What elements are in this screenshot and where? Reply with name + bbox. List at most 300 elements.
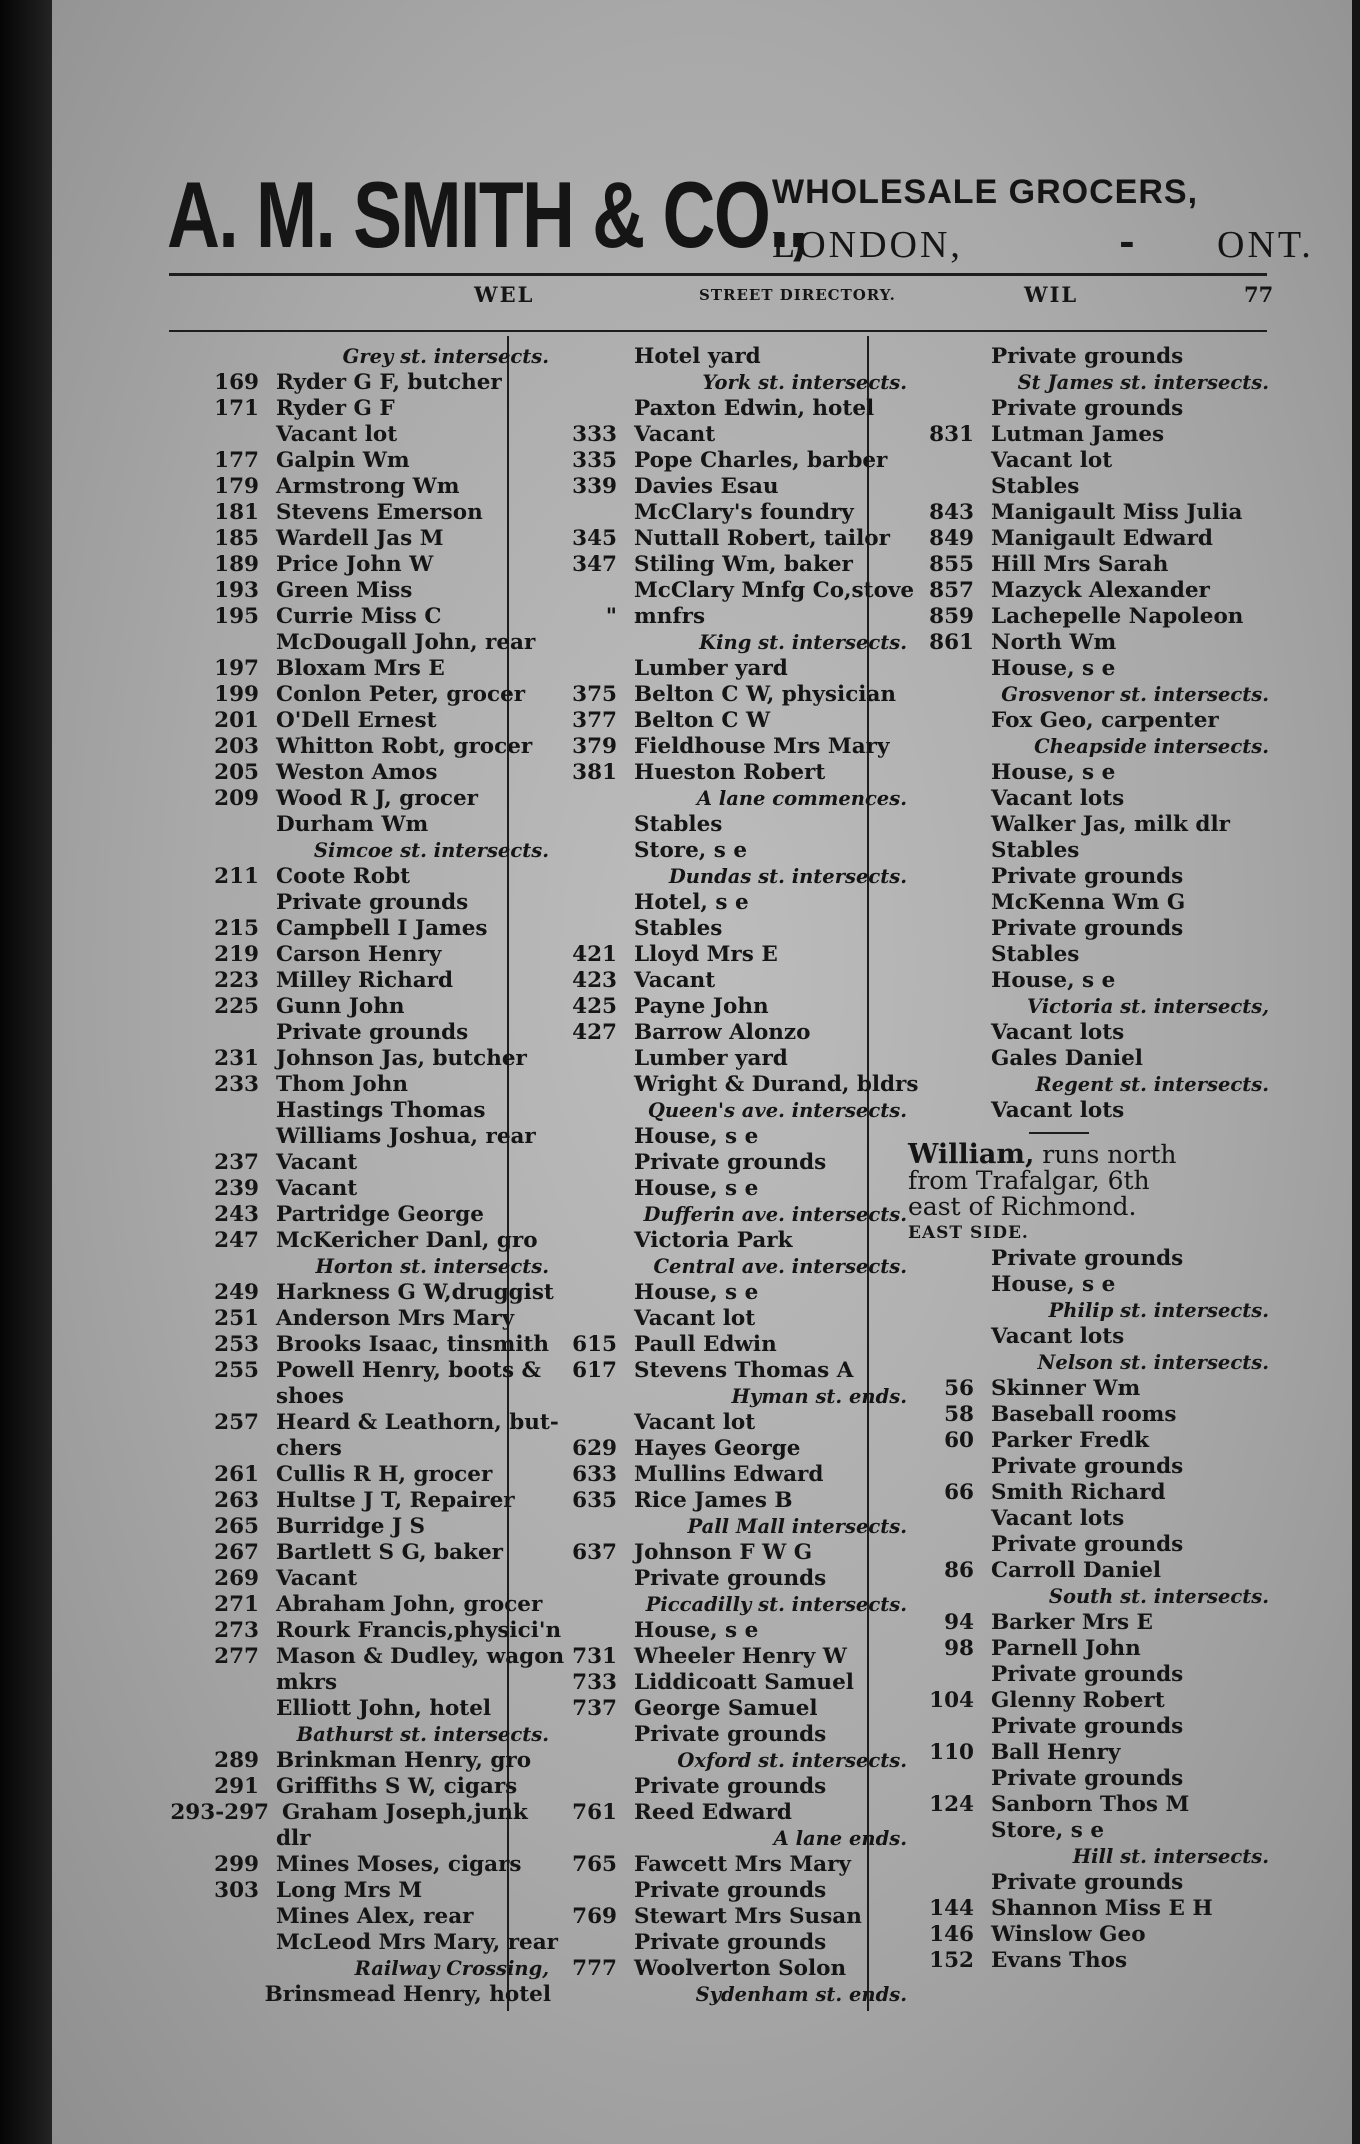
entry-text: Fox Geo, carpenter xyxy=(991,708,1219,733)
cross-street-note xyxy=(527,1202,907,1228)
entry-text: Stables xyxy=(634,916,723,941)
cross-street-note xyxy=(527,370,907,396)
directory-entry xyxy=(884,552,1269,578)
cross-street-note xyxy=(169,838,549,864)
entry-text: Bloxam Mrs E xyxy=(276,656,445,681)
running-head-title: STREET DIRECTORY. xyxy=(699,286,896,304)
entry-text: Grey st. intersects. xyxy=(342,345,549,368)
directory-entry xyxy=(527,708,907,734)
directory-entry xyxy=(527,1436,907,1462)
house-number: 733 xyxy=(572,1670,617,1695)
entry-text: Private grounds xyxy=(991,344,1184,369)
entry-text: Brinsmead Henry, hotel xyxy=(264,1982,551,2007)
directory-entry xyxy=(884,1098,1269,1124)
house-number: 193 xyxy=(214,578,259,603)
house-number: 255 xyxy=(214,1358,259,1383)
directory-entry xyxy=(527,1124,907,1150)
entry-text: Simcoe st. intersects. xyxy=(313,839,549,862)
entry-text: chers xyxy=(276,1436,342,1461)
house-number: 124 xyxy=(929,1792,974,1817)
entry-text: Vacant lots xyxy=(991,786,1125,811)
entry-text: Victoria Park xyxy=(634,1228,793,1253)
directory-entry xyxy=(169,760,549,786)
house-number: 237 xyxy=(214,1150,259,1175)
house-number: 177 xyxy=(214,448,259,473)
house-number: 379 xyxy=(572,734,617,759)
entry-text: Stevens Thomas A xyxy=(634,1358,854,1383)
entry-text: Parnell John xyxy=(991,1636,1141,1661)
house-number: 169 xyxy=(214,370,259,395)
entry-text: Pall Mall intersects. xyxy=(687,1515,907,1538)
directory-entry xyxy=(527,760,907,786)
entry-text: Price John W xyxy=(276,552,434,577)
entry-text: Carroll Daniel xyxy=(991,1558,1162,1583)
house-number: 94 xyxy=(944,1610,974,1635)
directory-entry xyxy=(527,1904,907,1930)
directory-entry xyxy=(884,1376,1269,1402)
directory-entry xyxy=(884,864,1269,890)
entry-text: from Trafalgar, 6th xyxy=(908,1166,1150,1195)
directory-entry xyxy=(884,1922,1269,1948)
directory-entry xyxy=(169,1592,549,1618)
entry-text: House, s e xyxy=(991,968,1116,993)
directory-entry xyxy=(884,1558,1269,1584)
entry-text: Victoria st. intersects, xyxy=(1026,995,1269,1018)
entry-text: Barker Mrs E xyxy=(991,1610,1153,1635)
house-number: 225 xyxy=(214,994,259,1019)
entry-text: A lane commences. xyxy=(696,787,907,810)
house-number: 423 xyxy=(572,968,617,993)
entry-text: House, s e xyxy=(991,656,1116,681)
directory-entry xyxy=(527,1618,907,1644)
entry-text: mnfrs xyxy=(634,604,706,629)
house-number: 56 xyxy=(944,1376,974,1401)
directory-entry xyxy=(884,526,1269,552)
house-number: 219 xyxy=(214,942,259,967)
entry-text: Vacant lots xyxy=(991,1020,1125,1045)
entry-text: Mazyck Alexander xyxy=(991,578,1210,603)
cross-street-note xyxy=(527,1826,907,1852)
entry-text: Queen's ave. intersects. xyxy=(647,1099,907,1122)
entry-text: George Samuel xyxy=(634,1696,818,1721)
house-number: 144 xyxy=(929,1896,974,1921)
cross-street-note xyxy=(169,1254,549,1280)
directory-entry xyxy=(169,1566,549,1592)
house-number: 347 xyxy=(572,552,617,577)
entry-text: Ball Henry xyxy=(991,1740,1121,1765)
directory-entry xyxy=(527,1228,907,1254)
directory-entry xyxy=(884,812,1269,838)
directory-entry xyxy=(884,1428,1269,1454)
house-number: 261 xyxy=(214,1462,259,1487)
directory-entry xyxy=(884,1870,1269,1896)
house-number: 265 xyxy=(214,1514,259,1539)
entry-text: Manigault Miss Julia xyxy=(991,500,1243,525)
house-number: 253 xyxy=(214,1332,259,1357)
entry-text: McLeod Mrs Mary, rear xyxy=(276,1930,558,1955)
house-number: 267 xyxy=(214,1540,259,1565)
entry-text: Hueston Robert xyxy=(634,760,826,785)
directory-page xyxy=(52,0,1352,2144)
cross-street-note xyxy=(527,786,907,812)
directory-entry xyxy=(884,1636,1269,1662)
directory-entry xyxy=(884,448,1269,474)
entry-text: Central ave. intersects. xyxy=(653,1255,907,1278)
directory-entry xyxy=(884,1046,1269,1072)
entry-text: Hill Mrs Sarah xyxy=(991,552,1169,577)
house-number: 303 xyxy=(214,1878,259,1903)
entry-text: York st. intersects. xyxy=(702,371,907,394)
entry-text: Vacant lot xyxy=(276,422,398,447)
entry-text: Wardell Jas M xyxy=(276,526,444,551)
house-number: 293-297 xyxy=(170,1800,269,1825)
entry-text: Barrow Alonzo xyxy=(634,1020,811,1045)
entry-text: Vacant lots xyxy=(991,1098,1125,1123)
entry-text: Green Miss xyxy=(276,578,413,603)
directory-entry xyxy=(169,1930,558,1956)
entry-text: Currie Miss C xyxy=(276,604,442,629)
entry-text: Fieldhouse Mrs Mary xyxy=(634,734,890,759)
directory-entry xyxy=(884,786,1269,812)
directory-entry xyxy=(527,994,907,1020)
directory-entry xyxy=(527,1046,907,1072)
directory-entry xyxy=(527,656,907,682)
entry-text: Gunn John xyxy=(276,994,405,1019)
entry-text: Woolverton Solon xyxy=(634,1956,847,1981)
directory-entry xyxy=(884,1818,1269,1844)
directory-entry xyxy=(884,1948,1269,1974)
advertiser-name: A. M. SMITH & CO., xyxy=(167,162,807,267)
directory-entry xyxy=(169,1150,549,1176)
directory-entry xyxy=(169,1982,549,2008)
entry-text: Hayes George xyxy=(634,1436,801,1461)
entry-text: Dundas st. intersects. xyxy=(668,865,907,888)
house-number: 629 xyxy=(572,1436,617,1461)
running-head-right: WIL xyxy=(1024,282,1079,307)
house-number: 777 xyxy=(572,1956,617,1981)
entry-text: Horton st. intersects. xyxy=(315,1255,549,1278)
entry-text: Milley Richard xyxy=(276,968,454,993)
entry-text: Mason & Dudley, wagon xyxy=(276,1644,565,1669)
entry-text: Private grounds xyxy=(991,864,1184,889)
entry-text: Lloyd Mrs E xyxy=(634,942,778,967)
house-number: 179 xyxy=(214,474,259,499)
directory-entry xyxy=(169,1618,562,1644)
directory-entry xyxy=(884,1324,1269,1350)
entry-text: Whitton Robt, grocer xyxy=(276,734,533,759)
entry-text: Lumber yard xyxy=(634,656,788,681)
directory-entry xyxy=(527,1072,919,1098)
house-number: 857 xyxy=(929,578,974,603)
directory-entry xyxy=(884,1402,1269,1428)
house-number: 761 xyxy=(572,1800,617,1825)
house-number: 855 xyxy=(929,552,974,577)
house-number: 203 xyxy=(214,734,259,759)
directory-entry xyxy=(169,1670,549,1696)
house-number: 831 xyxy=(929,422,974,447)
street-heading xyxy=(884,1168,1269,1194)
directory-entry xyxy=(169,396,549,422)
directory-entry xyxy=(169,708,549,734)
entry-text: Private grounds xyxy=(276,890,469,915)
entry-text: Vacant xyxy=(276,1566,358,1591)
entry-text: Lachepelle Napoleon xyxy=(991,604,1244,629)
entry-text: Hastings Thomas xyxy=(276,1098,486,1123)
directory-entry xyxy=(169,1514,549,1540)
directory-entry xyxy=(884,916,1269,942)
directory-entry xyxy=(884,1740,1269,1766)
directory-entry xyxy=(169,1540,549,1566)
entry-text: Thom John xyxy=(276,1072,408,1097)
cross-street-note xyxy=(527,1982,907,2008)
entry-text: Nuttall Robert, tailor xyxy=(634,526,890,551)
directory-entry xyxy=(527,1878,907,1904)
directory-entry xyxy=(169,1384,549,1410)
entry-text: Piccadilly st. intersects. xyxy=(645,1593,907,1616)
house-number: 185 xyxy=(214,526,259,551)
house-number: 233 xyxy=(214,1072,259,1097)
entry-text: House, s e xyxy=(634,1176,759,1201)
directory-entry xyxy=(884,656,1269,682)
directory-entry xyxy=(169,890,549,916)
entry-text: Armstrong Wm xyxy=(276,474,460,499)
house-number: 737 xyxy=(572,1696,617,1721)
entry-text: House, s e xyxy=(991,760,1116,785)
entry-text: Private grounds xyxy=(634,1878,827,1903)
cross-street-note xyxy=(527,630,907,656)
house-number: 427 xyxy=(572,1020,617,1045)
entry-text: Galpin Wm xyxy=(276,448,410,473)
entry-text: Mullins Edward xyxy=(634,1462,824,1487)
directory-entry xyxy=(169,1280,554,1306)
advertiser-city: LONDON, xyxy=(772,224,963,266)
house-number: 769 xyxy=(572,1904,617,1929)
cross-street-note xyxy=(884,370,1269,396)
cross-street-note xyxy=(884,1298,1269,1324)
directory-entry xyxy=(169,1644,565,1670)
directory-entry xyxy=(884,1480,1269,1506)
directory-entry xyxy=(527,1358,907,1384)
entry-text: Sydenham st. ends. xyxy=(695,1983,907,2006)
entry-text: Bathurst st. intersects. xyxy=(296,1723,549,1746)
directory-entry xyxy=(527,1774,907,1800)
entry-text: McDougall John, rear xyxy=(276,630,536,655)
entry-text: Shannon Miss E H xyxy=(991,1896,1213,1921)
entry-text: Paull Edwin xyxy=(634,1332,777,1357)
entry-text xyxy=(908,1139,1177,1170)
directory-entry xyxy=(527,552,907,578)
house-number: 289 xyxy=(214,1748,259,1773)
entry-text: Private grounds xyxy=(276,1020,469,1045)
directory-entry xyxy=(884,578,1269,604)
house-number: 146 xyxy=(929,1922,974,1947)
entry-text: Cullis R H, grocer xyxy=(276,1462,493,1487)
entry-text: Elliott John, hotel xyxy=(276,1696,492,1721)
entry-text: Railway Crossing, xyxy=(354,1957,549,1980)
house-number: 335 xyxy=(572,448,617,473)
entry-text: House, s e xyxy=(634,1618,759,1643)
entry-text: Skinner Wm xyxy=(991,1376,1141,1401)
entry-text: Nelson st. intersects. xyxy=(1037,1351,1269,1374)
directory-entry xyxy=(527,968,907,994)
house-number: 849 xyxy=(929,526,974,551)
directory-entry xyxy=(169,1358,549,1384)
entry-text: Coote Robt xyxy=(276,864,411,889)
directory-entry xyxy=(169,1748,549,1774)
directory-entry xyxy=(527,396,907,422)
house-number: 377 xyxy=(572,708,617,733)
directory-entry xyxy=(169,812,549,838)
directory-entry xyxy=(169,1826,549,1852)
entry-text: Hotel yard xyxy=(634,344,761,369)
entry-text: Payne John xyxy=(634,994,769,1019)
house-number: 615 xyxy=(572,1332,617,1357)
directory-entry xyxy=(169,474,549,500)
entry-text: Sanborn Thos M xyxy=(991,1792,1190,1817)
house-number: 223 xyxy=(214,968,259,993)
house-number: 205 xyxy=(214,760,259,785)
directory-entry xyxy=(884,760,1269,786)
entry-text: Stables xyxy=(991,838,1080,863)
entry-text: Stiling Wm, baker xyxy=(634,552,853,577)
house-number: 189 xyxy=(214,552,259,577)
entry-text: Private grounds xyxy=(634,1774,827,1799)
entry-text: Abraham John, grocer xyxy=(276,1592,543,1617)
directory-entry xyxy=(884,968,1269,994)
entry-text: Vacant xyxy=(276,1176,358,1201)
entry-text: Long Mrs M xyxy=(276,1878,423,1903)
advertiser-trade: WHOLESALE GROCERS, xyxy=(772,173,1199,211)
entry-text: Vacant lots xyxy=(991,1324,1125,1349)
house-number: 421 xyxy=(572,942,617,967)
street-name: William, xyxy=(908,1139,1035,1170)
directory-entry xyxy=(884,422,1269,448)
entry-text: O'Dell Ernest xyxy=(276,708,437,733)
entry-text: Vacant lot xyxy=(991,448,1113,473)
entry-text: Vacant lot xyxy=(634,1410,756,1435)
entry-text: east of Richmond. xyxy=(908,1192,1137,1221)
directory-entry xyxy=(527,1332,907,1358)
cross-street-note xyxy=(527,1592,907,1618)
cross-street-note xyxy=(527,864,907,890)
directory-entry xyxy=(527,1150,907,1176)
house-number: 843 xyxy=(929,500,974,525)
directory-entry xyxy=(884,1792,1269,1818)
house-number: 58 xyxy=(944,1402,974,1427)
entry-text: Harkness G W,druggist xyxy=(276,1280,554,1305)
entry-text: Private grounds xyxy=(991,916,1184,941)
entry-text: Belton C W, physician xyxy=(634,682,897,707)
directory-entry xyxy=(169,942,549,968)
house-number: 269 xyxy=(214,1566,259,1591)
cross-street-note xyxy=(527,1254,907,1280)
entry-text: Wright & Durand, bldrs xyxy=(634,1072,919,1097)
entry-text: Partridge George xyxy=(276,1202,484,1227)
directory-entry xyxy=(884,1896,1269,1922)
directory-entry xyxy=(527,604,907,630)
directory-entry xyxy=(884,500,1269,526)
house-number: 86 xyxy=(944,1558,974,1583)
cross-street-note xyxy=(884,1584,1269,1610)
directory-entry xyxy=(169,1800,549,1826)
entry-text: Store, s e xyxy=(991,1818,1105,1843)
entry-text: Stevens Emerson xyxy=(276,500,483,525)
directory-entry xyxy=(884,1506,1269,1532)
cross-street-note xyxy=(884,734,1269,760)
house-number: " xyxy=(605,604,617,629)
directory-entry xyxy=(169,864,549,890)
directory-entry xyxy=(527,1956,907,1982)
entry-text: Powell Henry, boots & xyxy=(276,1358,541,1383)
entry-text: House, s e xyxy=(634,1280,759,1305)
directory-entry xyxy=(169,1852,549,1878)
house-number: 66 xyxy=(944,1480,974,1505)
entry-text: South st. intersects. xyxy=(1048,1585,1269,1608)
entry-text: Weston Amos xyxy=(276,760,438,785)
house-number: 277 xyxy=(214,1644,259,1669)
street-heading xyxy=(884,1139,1269,1170)
directory-entry xyxy=(884,396,1269,422)
entry-text: McKericher Danl, gro xyxy=(276,1228,538,1253)
directory-entry xyxy=(527,1696,907,1722)
directory-entry xyxy=(169,916,549,942)
entry-text: A lane ends. xyxy=(773,1827,907,1850)
house-number: 257 xyxy=(214,1410,259,1435)
cross-street-note xyxy=(169,1956,549,1982)
directory-entry xyxy=(169,630,549,656)
directory-entry xyxy=(527,474,907,500)
entry-text: Brooks Isaac, tinsmith xyxy=(276,1332,550,1357)
house-number: 201 xyxy=(214,708,259,733)
house-number: 211 xyxy=(214,864,259,889)
house-number: 215 xyxy=(214,916,259,941)
cross-street-note xyxy=(884,1844,1269,1870)
house-number: 181 xyxy=(214,500,259,525)
entry-text: Heard & Leathorn, but- xyxy=(276,1410,559,1435)
directory-entry xyxy=(527,1020,907,1046)
house-number: 765 xyxy=(572,1852,617,1877)
entry-text: House, s e xyxy=(991,1272,1116,1297)
entry-text: Regent st. intersects. xyxy=(1035,1073,1269,1096)
house-number: 299 xyxy=(214,1852,259,1877)
entry-text: Lumber yard xyxy=(634,1046,788,1071)
entry-text: Rourk Francis,physici'n xyxy=(276,1618,562,1643)
entry-text: Campbell I James xyxy=(276,916,488,941)
entry-text: Walker Jas, milk dlr xyxy=(991,812,1230,837)
cross-street-note xyxy=(169,1722,549,1748)
directory-entry xyxy=(527,448,907,474)
directory-entry xyxy=(527,1540,907,1566)
directory-entry xyxy=(527,1280,907,1306)
directory-entry xyxy=(169,1774,549,1800)
street-heading xyxy=(884,1194,1269,1220)
directory-entry xyxy=(527,890,907,916)
entry-text: Cheapside intersects. xyxy=(1034,735,1269,758)
directory-entry xyxy=(527,1644,907,1670)
cross-street-note xyxy=(527,1514,907,1540)
house-number: 247 xyxy=(214,1228,259,1253)
house-number: 231 xyxy=(214,1046,259,1071)
entry-text: Hyman st. ends. xyxy=(731,1385,907,1408)
directory-entry xyxy=(884,1272,1269,1298)
directory-column-2 xyxy=(527,344,919,2008)
house-number: 333 xyxy=(572,422,617,447)
entry-text: Davies Esau xyxy=(634,474,779,499)
entry-text: Ryder G F, butcher xyxy=(276,370,502,395)
house-number: 859 xyxy=(929,604,974,629)
house-number: 637 xyxy=(572,1540,617,1565)
cross-street-note xyxy=(527,1384,907,1410)
